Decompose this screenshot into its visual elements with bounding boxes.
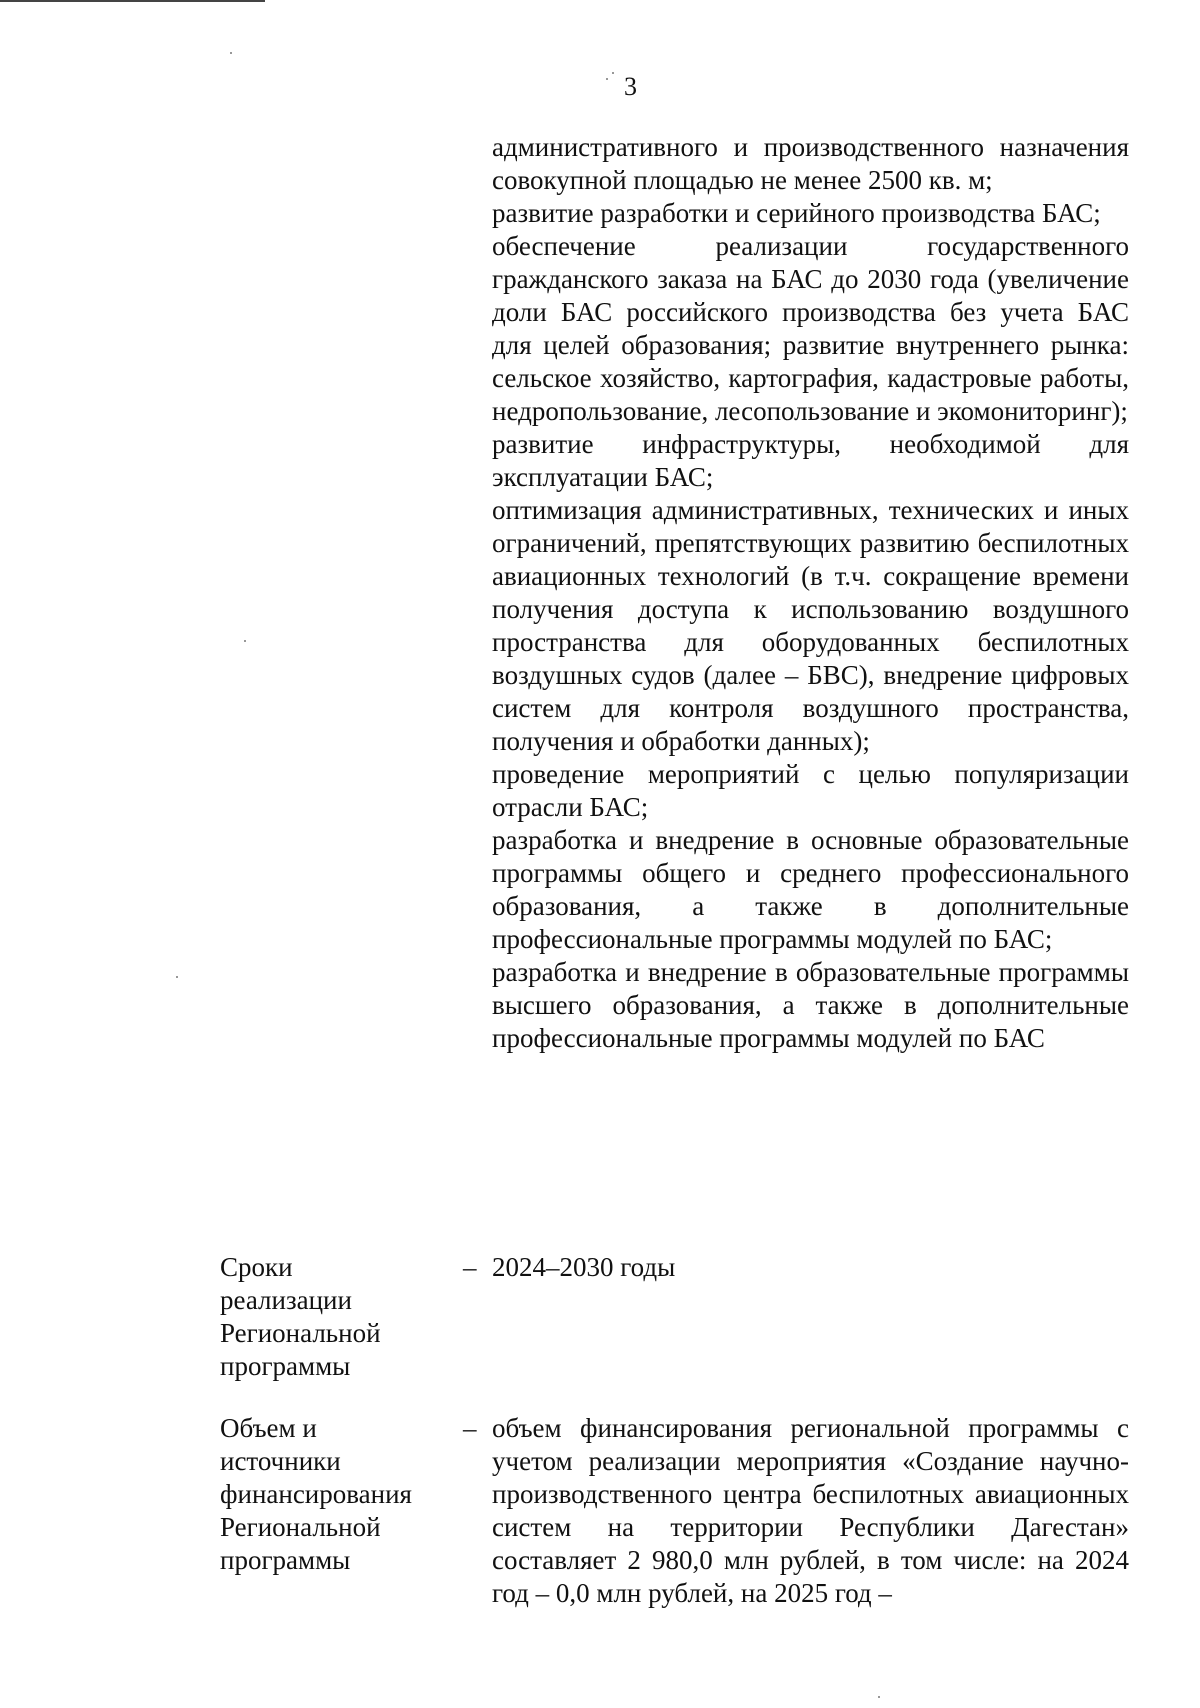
timing-label-line: Сроки bbox=[220, 1252, 293, 1282]
timing-dash: – bbox=[463, 1252, 477, 1282]
goal-item: развитие инфраструктуры, необходимой для эксплуатации БАС; bbox=[492, 429, 1129, 492]
scan-speck bbox=[606, 78, 608, 80]
goal-item: обеспечение реализации государственного гражданского заказа на БАС до 2030 года (увеличение доли БАС российского производства без учета БАС для целей образования; развитие внутреннего рынка: сельское хозяйство, картография, кадастровые работы, недропользование, лесопользование и экомониторинг); bbox=[492, 231, 1129, 426]
financing-label bbox=[220, 1412, 460, 1577]
scan-speck bbox=[244, 640, 246, 642]
goal-item: разработка и внедрение в образовательные программы высшего образования, а также в дополнительные профессиональные программы модулей по БАС bbox=[492, 957, 1129, 1053]
scan-speck bbox=[230, 52, 232, 54]
timing-label bbox=[220, 1251, 460, 1383]
goal-item: развитие разработки и серийного производства БАС; bbox=[492, 198, 1101, 228]
goals-continuation-list bbox=[492, 131, 1129, 1055]
financing-value-text: объем финансирования региональной программы с учетом реализации мероприятия «Создание научно-производственного центра беспилотных авиационных систем на территории Республики Дагестан» составляет 2 980,0 млн рублей, в том числе: на 2024 год – 0,0 млн рублей, на 2025 год – bbox=[492, 1413, 1129, 1608]
financing-label-line: Региональной bbox=[220, 1512, 381, 1542]
scan-speck bbox=[878, 1696, 880, 1698]
goal-item: оптимизация административных, технических и иных ограничений, препятствующих развитию беспилотных авиационных технологий (в т.ч. сокращение времени получения доступа к использованию воздушного пространства для оборудованных беспилотных воздушных судов (далее – БВС), внедрение цифровых систем для контроля воздушного пространства, получения и обработки данных); bbox=[492, 495, 1129, 756]
page-number: 3 bbox=[624, 72, 637, 101]
financing-label-line: программы bbox=[220, 1545, 351, 1575]
timing-value-text: 2024–2030 годы bbox=[492, 1252, 676, 1282]
financing-label-line: Объем и bbox=[220, 1413, 317, 1443]
goal-item: разработка и внедрение в основные образовательные программы общего и среднего профессионального образования, а также в дополнительные профессиональные программы модулей по БАС; bbox=[492, 825, 1129, 954]
timing-label-line: программы bbox=[220, 1351, 351, 1381]
goal-item: проведение мероприятий с целью популяризации отрасли БАС; bbox=[492, 759, 1129, 822]
financing-label-line: финансирования bbox=[220, 1479, 412, 1509]
timing-label-line: реализации bbox=[220, 1285, 352, 1315]
timing-label-line: Региональной bbox=[220, 1318, 381, 1348]
scan-edge-line bbox=[0, 0, 265, 2]
scan-speck bbox=[176, 976, 178, 978]
financing-label-line: источники bbox=[220, 1446, 341, 1476]
timing-value bbox=[492, 1251, 1129, 1284]
financing-value bbox=[492, 1412, 1129, 1610]
financing-dash: – bbox=[463, 1413, 477, 1443]
scan-speck bbox=[612, 72, 614, 74]
goal-item: административного и производственного назначения совокупной площадью не менее 2500 кв. м; bbox=[492, 132, 1129, 195]
